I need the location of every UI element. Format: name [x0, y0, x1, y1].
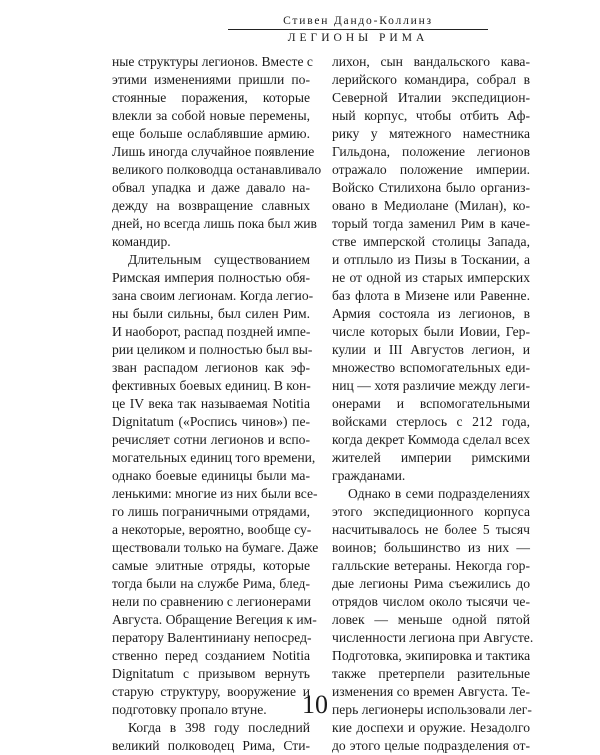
text-line: ны были сильны, был силен Рим. [112, 306, 310, 321]
text-line: Длительным существованием [128, 252, 310, 267]
text-line: Северной Италии экспедицион- [332, 90, 530, 105]
text-line: зана своим легионам. Когда легио- [112, 288, 314, 303]
text-line: И наоборот, распад поздней импе- [112, 324, 311, 339]
text-line: ный корпус, чтобы отбить Аф- [332, 108, 530, 123]
text-line: го лишь пограничными отрядами, [112, 504, 310, 519]
header-book-title: ЛЕГИОНЫ РИМА [287, 32, 429, 44]
text-line: численности легиона при Августе. [332, 630, 534, 645]
text-line: дней, но всегда лишь пока был жив [112, 216, 317, 231]
text-line: зван распадом легионов как эф- [112, 360, 310, 375]
text-line: воинов; большинство из них — [332, 540, 530, 555]
text-line: овано в Медиолане (Милан), ко- [332, 198, 530, 213]
text-line: дежду на возвращение славных [112, 198, 310, 213]
text-line: стоянные поражения, которые [112, 90, 310, 105]
text-line: баз флота в Мизене или Равенне. [332, 288, 530, 303]
text-line: влекли за собой новые перемены, [112, 108, 310, 123]
text-line: когда декрет Коммода сделал всех [332, 432, 530, 447]
text-line: подготовку пропало втуне. [112, 702, 267, 717]
text-line: войсками стерлось с 212 года, [332, 414, 530, 429]
text-line: отражало положение империи. [332, 162, 530, 177]
header-rule [228, 29, 488, 30]
text-line: не от одной из старых имперских [332, 270, 530, 285]
text-line: це IV века так называемая Notitia [112, 396, 310, 411]
text-line: Армия состояла из легионов, в [332, 306, 530, 321]
text-line: ниц — хотя различие между леги- [332, 378, 530, 393]
text-line: Dignitatum («Роспись чинов») пе- [112, 414, 310, 429]
text-line: Войско Стилихона было организ- [332, 180, 530, 195]
text-line: фективных боевых единиц. В кон- [112, 378, 311, 393]
text-line: множество вспомогательных еди- [332, 360, 530, 375]
text-line: рику у мятежного наместника [332, 126, 530, 141]
text-line: и отплыло из Пизы в Тоскании, а [332, 252, 530, 267]
text-line: Гильдона, положение легионов [332, 144, 530, 159]
text-line: ператору Валентиниану непосред- [112, 630, 312, 645]
text-line: насчитывалось не более 5 тысяч [332, 522, 530, 537]
text-line: Подготовка, экипировка и тактика [332, 648, 531, 663]
text-line: галльские ветераны. Некогда гор- [332, 558, 530, 573]
text-line: еще больше ослаблявшие армию. [112, 126, 310, 141]
text-line: великого полководца останавливало [112, 162, 322, 177]
text-line: гражданами. [332, 468, 406, 483]
text-line: самые элитные отряды, которые [112, 558, 310, 573]
text-line: тогда были на службе Рима, блед- [112, 576, 310, 591]
text-line: дые легионы Рима съежились до [332, 576, 530, 591]
text-line: ловек — меньше одной пятой [332, 612, 530, 627]
text-line: отрядов числом около тысячи че- [332, 594, 530, 609]
text-line: Когда в 398 году последний [128, 720, 310, 735]
text-line: лихон, сын вандальского кава- [332, 54, 530, 69]
text-line: Однако в семи подразделениях [348, 486, 530, 501]
text-line: командир. [112, 234, 171, 249]
text-line: ственно перед созданием Notitia [112, 648, 310, 663]
text-line: Римская империя полностью обя- [112, 270, 310, 285]
text-line: кулии и III Августов легион, и [332, 342, 530, 357]
page-number-value: 10 [302, 690, 328, 719]
text-line: кие доспехи и оружие. Незадолго [332, 720, 530, 735]
text-line: до этого целые подразделения от- [332, 738, 530, 753]
text-line: жителей империи римскими [332, 450, 530, 465]
running-header [228, 14, 488, 45]
text-line: старую структуру, вооружение и [112, 684, 310, 699]
text-line: Августа. Обращение Вегеция к им- [112, 612, 317, 627]
text-line: ленькими: многие из них были все- [112, 486, 318, 501]
text-line: однако боевые единицы были ма- [112, 468, 310, 483]
right-text-column [332, 53, 534, 755]
text-line: могательных единиц того времени, [112, 450, 316, 465]
text-line: числе которых были Иовии, Гер- [332, 324, 530, 339]
text-line: этими изменениями пришли по- [112, 72, 310, 87]
header-author: Стивен Дандо-Коллинз [283, 15, 433, 27]
text-line: речисляет сотни легионов и вспо- [112, 432, 310, 447]
text-line: великий полководец Рима, Сти- [112, 738, 310, 753]
text-line: стве имперской столицы Запада, [332, 234, 530, 249]
text-line: обвал упадка и даже давало на- [112, 180, 310, 195]
text-line: нели по сравнению с легионерами [112, 594, 311, 609]
text-line: а некоторые, вероятно, вообще су- [112, 522, 312, 537]
text-line: перь легионеры использовали лег- [332, 702, 532, 717]
text-line: также претерпели разительные [332, 666, 530, 681]
text-line: ществовали только на бумаге. Даже [112, 540, 319, 555]
text-line: лерийского командира, собрал в [332, 72, 530, 87]
text-line: ные структуры легионов. Вместе с [112, 54, 313, 69]
text-line: рии целиком и полностью был вы- [112, 342, 313, 357]
page-number [0, 690, 600, 720]
text-line: Dignitatum с призывом вернуть [112, 666, 310, 681]
text-line: торый тогда заменил Рим в каче- [332, 216, 530, 231]
text-line: изменения со времен Августа. Те- [332, 684, 530, 699]
text-line: онерами и вспомогательными [332, 396, 530, 411]
text-line: этого экспедиционного корпуса [332, 504, 530, 519]
text-line: Лишь иногда случайное появление [112, 144, 315, 159]
